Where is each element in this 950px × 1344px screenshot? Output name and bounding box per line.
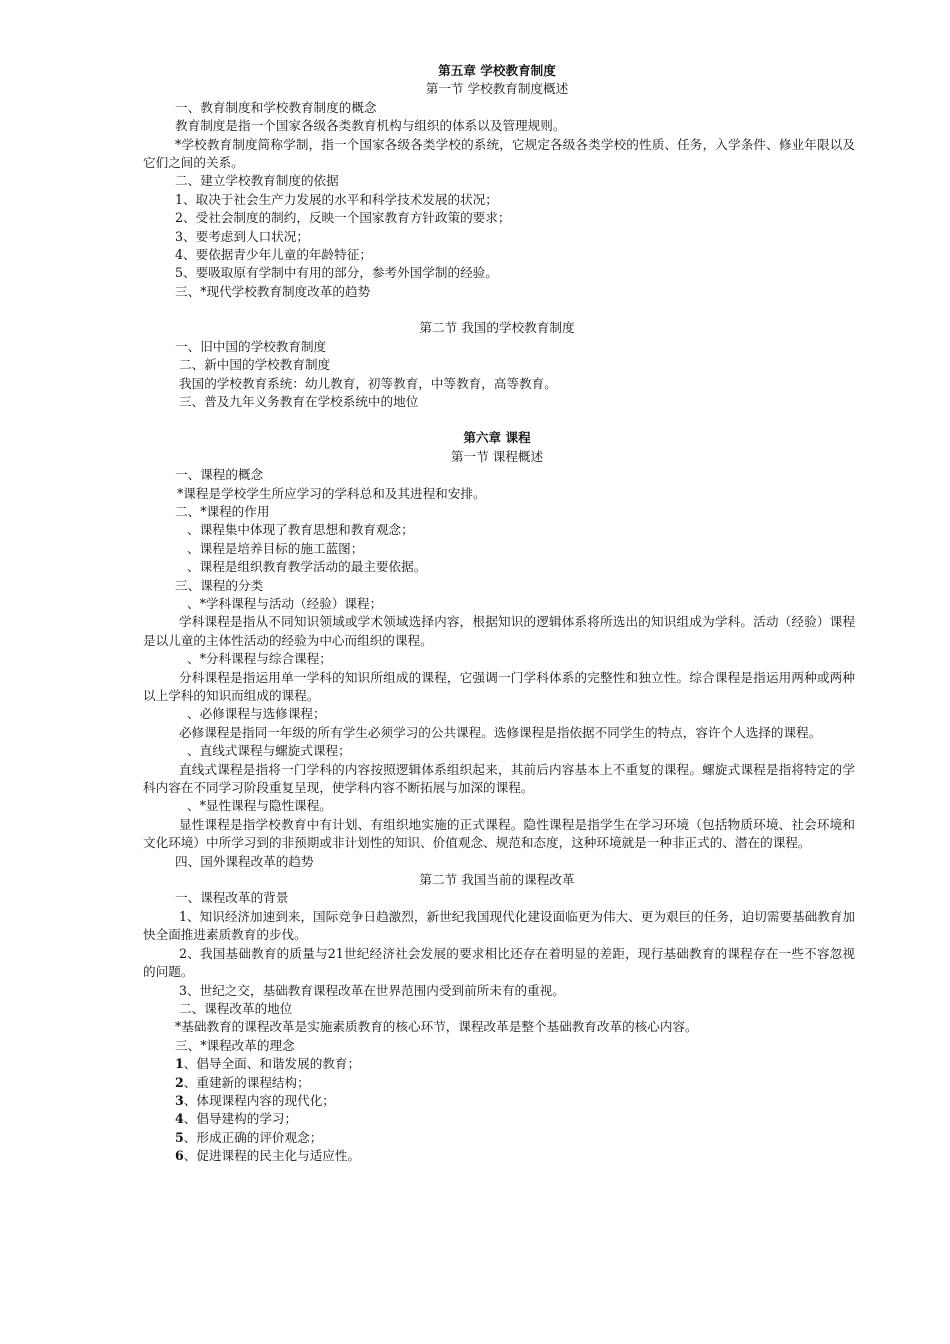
list-text: 、体现课程内容的现代化； [183,1092,335,1108]
list-item: 2、受社会制度的制约，反映一个国家教育方针政策的要求； [175,210,511,226]
list-item [175,1147,950,1165]
list-item [175,1110,950,1128]
subheading: 、直线式课程与螺旋式课程； [187,743,351,759]
list-item: 4、要依据青少年儿童的年龄特征； [175,247,372,263]
paragraph: 1、知识经济加速到来，国际竞争日趋激烈，新世纪我国现代化建设面临更为伟大、更为艰巨的任务，迫切需要基础教育加快全面推进素质教育的步伐。 [143,908,855,943]
heading: 三、课程的分类 [175,577,264,593]
paragraph: 3、世纪之交，基础教育课程改革在世界范围内受到前所未有的重视。 [179,982,565,998]
heading: 二、新中国的学校教育制度 [179,357,331,373]
chapter-5-title: 第五章 学校教育制度 [438,63,556,78]
paragraph: 显性课程是指学校教育中有计划、有组织地实施的正式课程。隐性课程是指学生在学习环境（包括物质环境、社会环境和文化环境）中所学习到的非预期或非计划性的知识、价值观念、规范和态度，这种环境就是一种非正式的、潜在的课程。 [143,816,855,851]
list-text: 、倡导全面、和谐发展的教育； [183,1056,361,1072]
heading: 三、*课程改革的理念 [175,1037,295,1053]
chapter-6-title: 第六章 课程 [463,430,531,446]
heading: 一、课程改革的背景 [175,890,289,906]
heading: 三、*现代学校教育制度改革的趋势 [175,283,371,299]
list-item [175,1129,950,1147]
paragraph: 教育制度是指一个国家各级各类教育机构与组织的体系以及管理规则。 [175,118,566,134]
list-number: 2 [175,1074,184,1090]
subheading: 、*显性课程与隐性课程。 [187,798,332,814]
list-item: 、课程是培养目标的施工蓝图； [187,540,364,556]
list-item: 1、取决于社会生产力发展的水平和科学技术发展的状况； [175,191,498,207]
list-text: 、倡导建构的学习； [183,1111,298,1127]
heading: 三、普及九年义务教育在学校系统中的地位 [179,393,419,409]
list-item [175,1074,950,1092]
list-text: 、重建新的课程结构； [183,1074,310,1090]
list-number: 5 [175,1129,184,1145]
list-item: 、课程是组织教育教学活动的最主要依据。 [187,559,427,575]
paragraph: 分科课程是指运用单一学科的知识所组成的课程，它强调一门学科体系的完整性和独立性。综合课程是指运用两种或两种以上学科的知识而组成的课程。 [143,669,855,703]
subheading: 、*学科课程与活动（经验）课程； [187,595,383,611]
list-number: 1 [175,1056,184,1072]
list-item: 3、要考虑到人口状况； [175,228,309,244]
list-item: 、课程集中体现了教育思想和教育观念； [187,522,414,538]
list-item [175,1055,950,1073]
ch6-section-1-title: 第一节 课程概述 [450,448,544,464]
heading: 一、课程的概念 [175,467,264,483]
paragraph: *基础教育的课程改革是实施素质教育的核心环节，课程改革是整个基础教育改革的核心内容。 [175,1019,698,1035]
paragraph: 必修课程是指同一年级的所有学生必须学习的公共课程。选修课程是指依据不同学生的特点，容许个人选择的课程。 [179,724,822,740]
list-text: 、形成正确的评价观念； [183,1129,323,1145]
paragraph: *学校教育制度简称学制，指一个国家各级各类学校的系统，它规定各级各类学校的性质、任务，入学条件、修业年限以及它们之间的关系。 [143,136,855,171]
list-item [175,1092,950,1110]
paragraph: *课程是学校学生所应学习的学科总和及其进程和安排。 [177,485,486,501]
paragraph: 学科课程是指从不同知识领域或学术领域选择内容，根据知识的逻辑体系将所选出的知识组成为学科。活动（经验）课程是以儿童的主体性活动的经验为中心而组织的课程。 [143,614,855,648]
paragraph: 直线式课程是指将一门学科的内容按照逻辑体系组织起来，其前后内容基本上不重复的课程。螺旋式课程是指将特定的学科内容在不同学习阶段重复呈现，使学科内容不断拓展与加深的课程。 [143,761,855,796]
subheading: 、*分科课程与综合课程； [187,651,332,667]
heading: 四、国外课程改革的趋势 [175,853,314,869]
paragraph: 我国的学校教育系统：幼儿教育，初等教育，中等教育，高等教育。 [179,375,557,391]
ch6-section-2-title: 第二节 我国当前的课程改革 [419,872,575,888]
ch5-section-1-title: 第一节 学校教育制度概述 [425,81,569,97]
list-item: 5、要吸取原有学制中有用的部分，参考外国学制的经验。 [175,265,498,281]
subheading: 、必修课程与选修课程； [187,706,326,722]
list-number: 6 [175,1148,184,1164]
document-page [0,62,950,1166]
heading: 一、教育制度和学校教育制度的概念 [175,99,377,115]
heading: 一、旧中国的学校教育制度 [175,338,327,354]
list-number: 4 [175,1111,184,1127]
list-number: 3 [175,1092,184,1108]
heading: 二、建立学校教育制度的依据 [175,173,339,189]
paragraph: 2、我国基础教育的质量与21世纪经济社会发展的要求相比还存在着明显的差距，现行基础教育的课程存在一些不容忽视的问题。 [143,945,855,980]
ch5-section-2-title: 第二节 我国的学校教育制度 [419,320,575,336]
heading: 二、*课程的作用 [175,503,270,519]
heading: 二、课程改革的地位 [179,1000,293,1016]
list-text: 、促进课程的民主化与适应性。 [183,1148,361,1164]
